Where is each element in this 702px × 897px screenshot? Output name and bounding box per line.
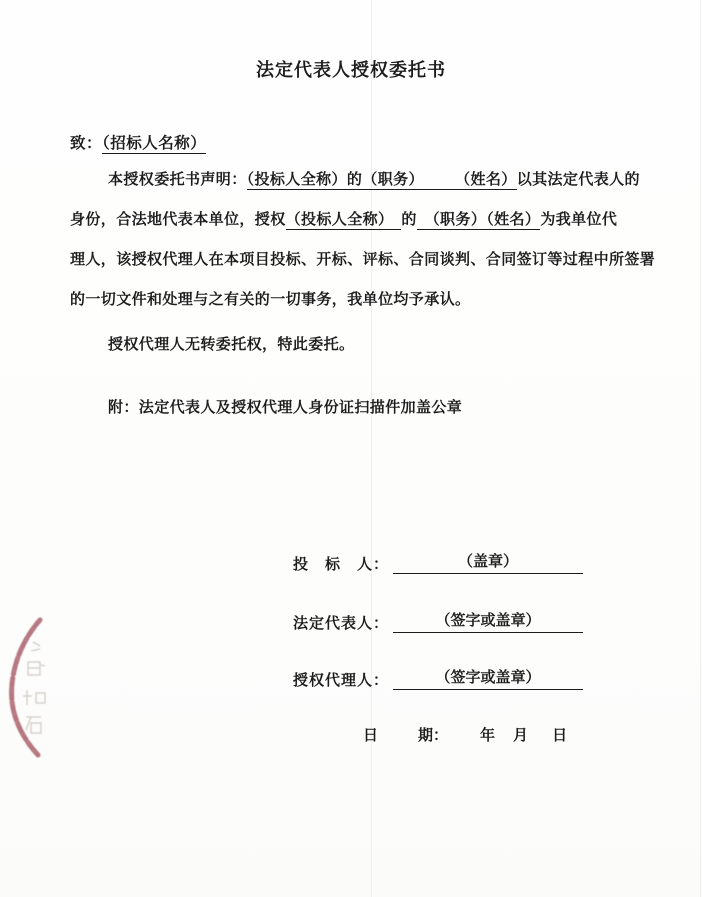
signature-blank-line [393, 611, 583, 633]
addressee-blank: （招标人名称） [102, 135, 207, 152]
declaration-line-3: 理人，该授权代理人在本项目投标、开标、评标、合同谈判、合同签订等过程中所签署 [70, 252, 656, 268]
declaration-line-2 [70, 200, 650, 240]
declaration-text: 本授权委托书声明： [108, 172, 247, 188]
declaration-line-1 [70, 160, 650, 200]
date-month-label: 月 [513, 728, 529, 744]
date-label: 期： [418, 728, 449, 744]
date-day-label: 日 [552, 728, 568, 744]
document-title: 法定代表人授权委托书 [256, 60, 446, 80]
signature-hint: （签字或盖章） [435, 670, 541, 686]
signature-label: 投 标 人： [293, 557, 390, 573]
signature-row-bidder [293, 553, 583, 574]
scan-edge-line [700, 0, 701, 897]
date-label: 日 [363, 728, 379, 744]
declaration-text: 为我单位代 [540, 212, 618, 228]
declaration-text: 身份，合法地代表本单位，授权 [70, 212, 286, 228]
page-fold-line [371, 0, 372, 897]
attachment-note: 附：法定代表人及授权代理人身份证扫描件加盖公章 [108, 400, 463, 416]
signature-hint: （签字或盖章） [435, 613, 541, 629]
declaration-blank: （投标人全称）的（职务） （姓名） [246, 172, 517, 188]
date-line [363, 724, 567, 745]
addressee-line [70, 131, 206, 153]
no-delegation-clause: 授权代理人无转委托权，特此委托。 [108, 337, 355, 353]
signature-hint: （盖章） [458, 554, 519, 570]
signature-blank-line [393, 552, 583, 574]
date-year-label: 年 [480, 728, 496, 744]
declaration-blank: （投标人全称） [285, 212, 402, 228]
signature-row-legal-representative [293, 612, 583, 633]
signature-label: 授权代理人： [293, 673, 390, 689]
declaration-line-4: 的一切文件和处理与之有关的一切事务，我单位均予承认。 [70, 292, 471, 308]
declaration-text: 的 [401, 212, 417, 228]
addressee-prefix: 致： [70, 135, 103, 152]
signature-label: 法定代表人： [293, 616, 390, 632]
partial-red-seal-icon [0, 612, 60, 762]
declaration-blank: （职务）（姓名） [416, 212, 541, 228]
declaration-paragraph [70, 160, 656, 320]
declaration-text: 以其法定代表人的 [516, 172, 640, 188]
signature-row-authorized-agent [293, 669, 583, 690]
signature-blank-line [393, 668, 583, 690]
